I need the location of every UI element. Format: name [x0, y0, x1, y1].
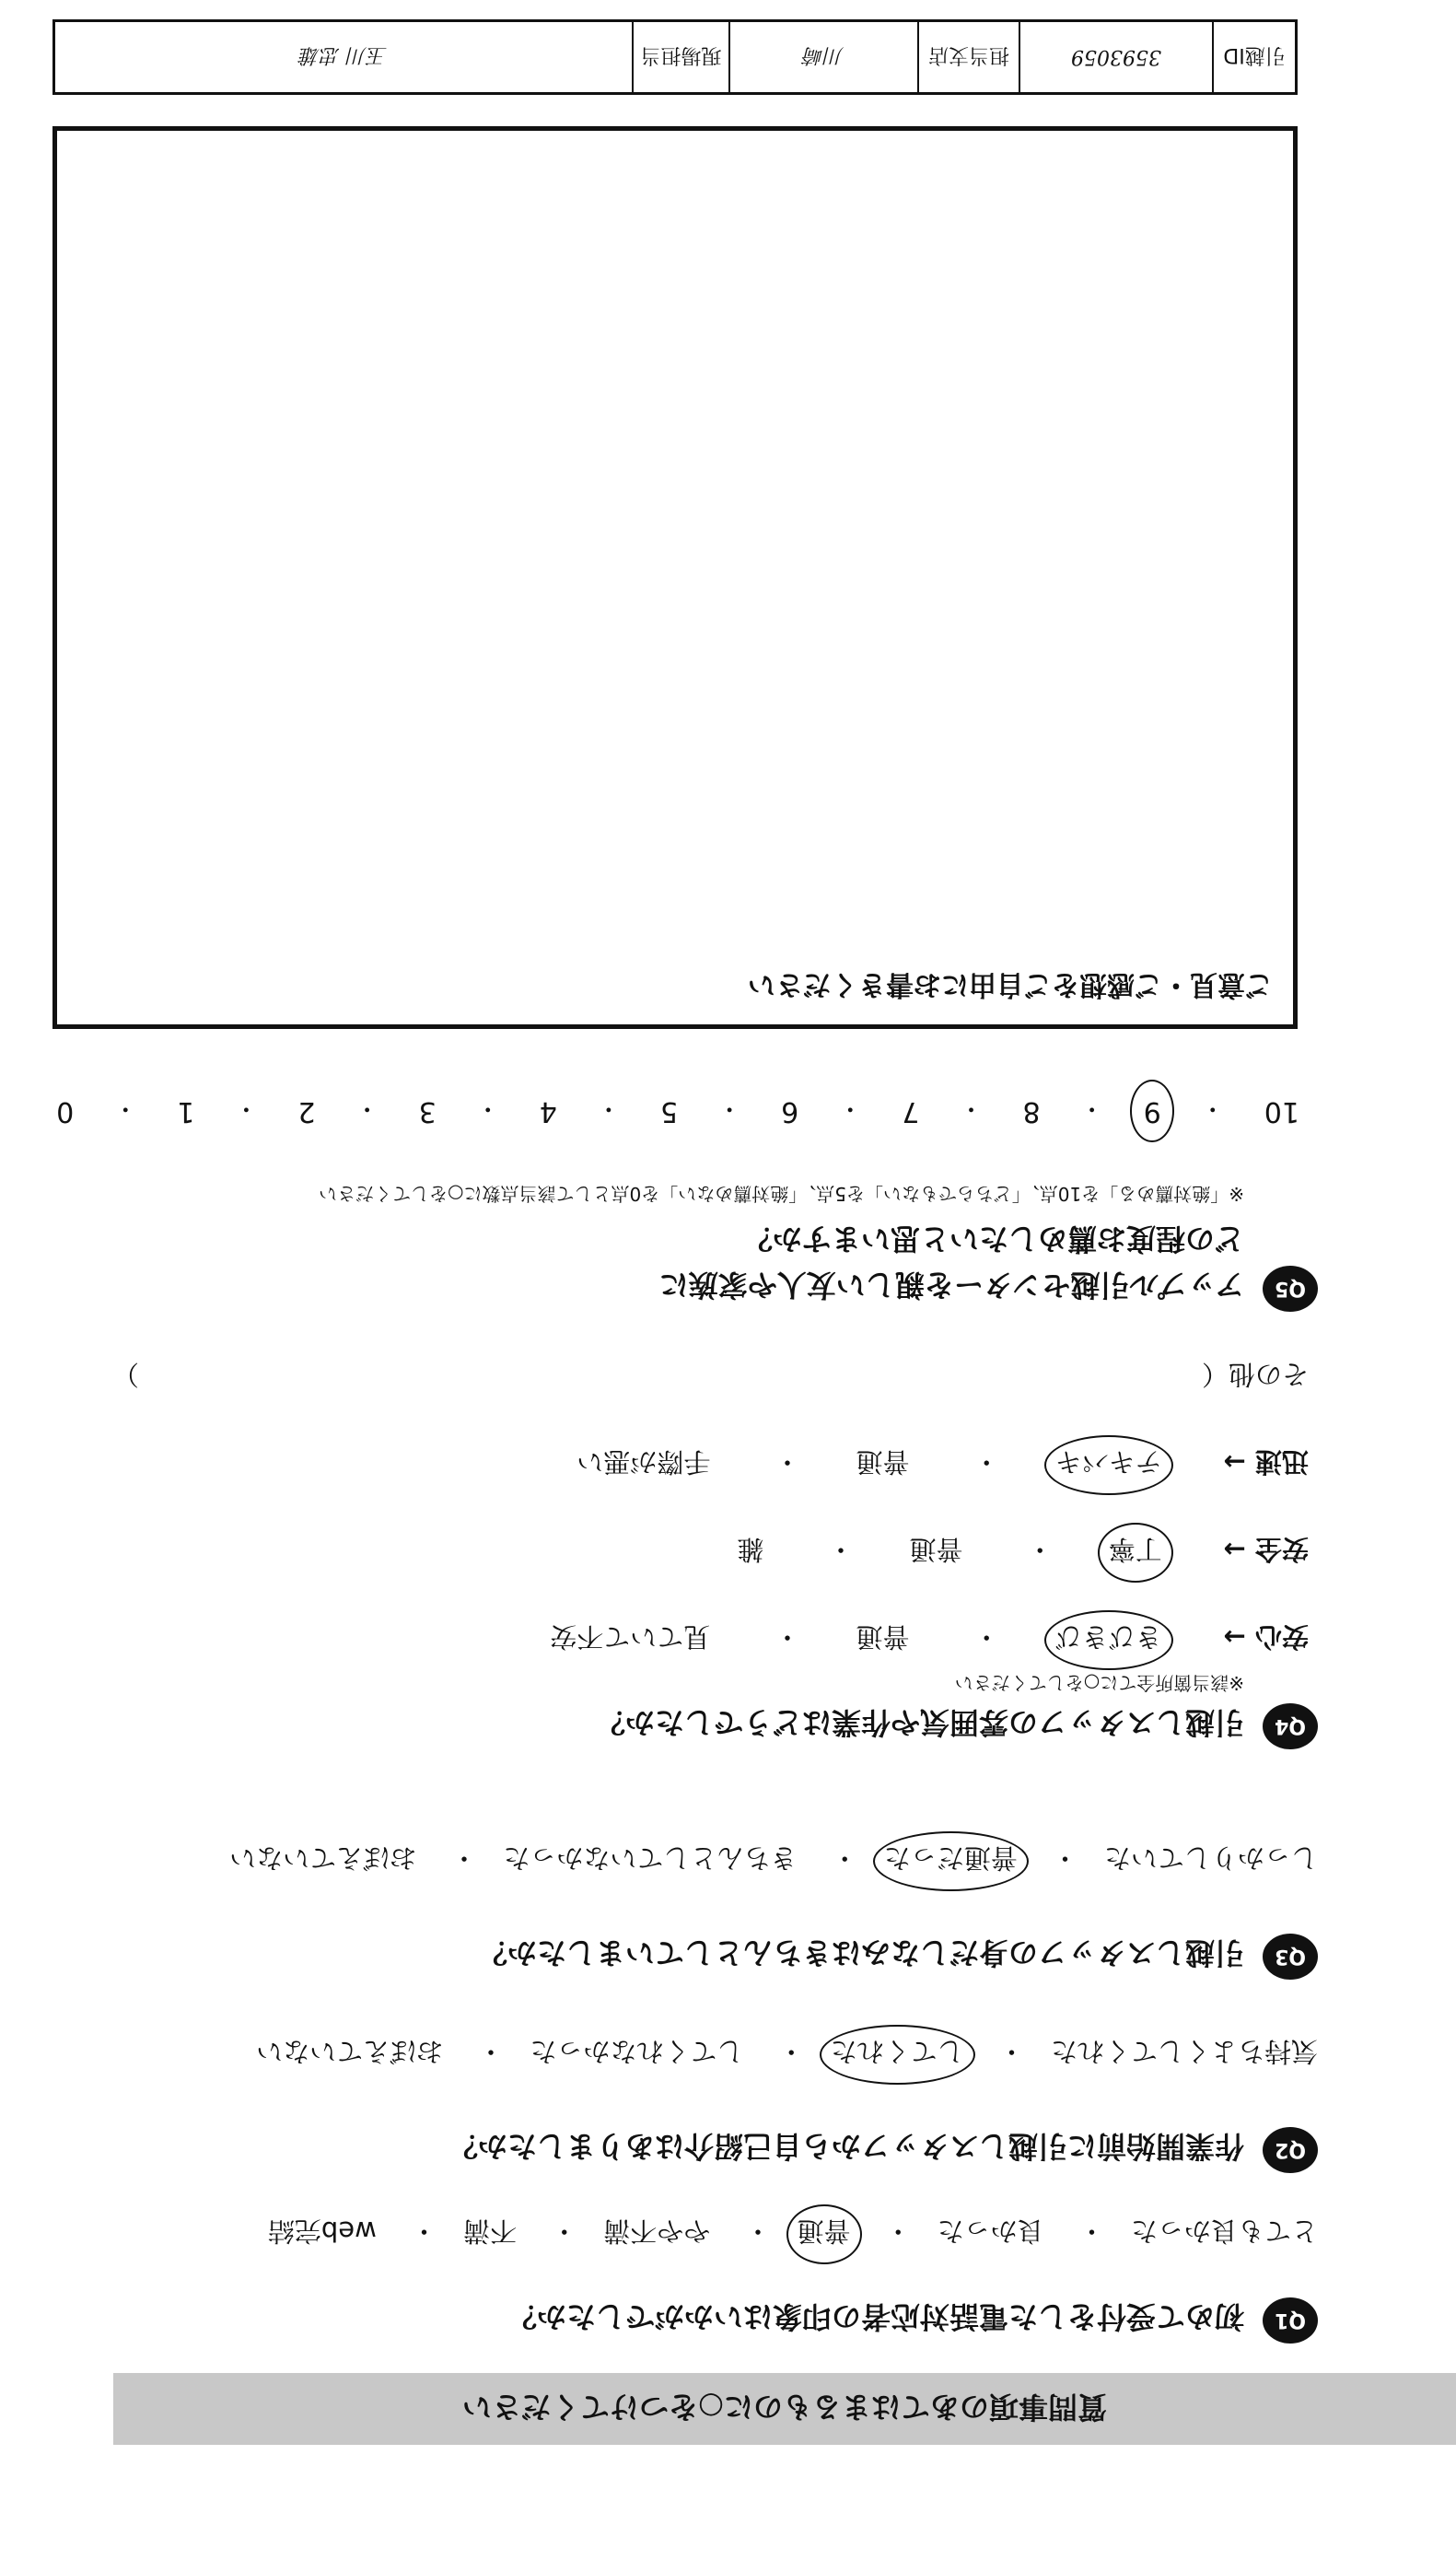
q5-block	[47, 1146, 1318, 1312]
q5-icon: Q5	[1263, 1266, 1318, 1312]
option-futsu[interactable]: 普通だった	[884, 1841, 1018, 1878]
branch-label: 担当支店	[917, 22, 1019, 92]
branch-value: 川崎	[728, 22, 917, 92]
q4-row-anzen: 安全 → 丁寧・ 普通・ 雑	[737, 1532, 1309, 1570]
scale-8[interactable]: 8	[1022, 1095, 1041, 1128]
q5-scale: 10 ・ 9 ・ 8 ・ 7 ・ 6 ・ 5 ・ 4 ・ 3 ・ 2 ・ 1 ・ 0	[56, 1093, 1299, 1128]
q3-title: 引越しスタッフの身だしなみはきちんとしていましたか？	[477, 1935, 1244, 1970]
header-info-box	[52, 19, 1298, 95]
scale-9[interactable]: 9	[1144, 1093, 1161, 1128]
option-tekipaki[interactable]: テキパキ	[1055, 1444, 1162, 1482]
other-close: ）	[111, 1359, 139, 1390]
scale-0[interactable]: 0	[56, 1095, 75, 1128]
option-totemo-yokatta[interactable]: とても良かった	[1130, 2215, 1318, 2247]
other-label: その他（	[1201, 1359, 1309, 1390]
option-yaya-fuman[interactable]: やや不満	[603, 2215, 711, 2247]
q3-icon: Q3	[1263, 1934, 1318, 1980]
q4-row-label: 安心 →	[1223, 1621, 1309, 1653]
q4-block	[47, 1353, 1318, 1749]
scale-10[interactable]: 10	[1264, 1095, 1299, 1128]
q5-note: ※「絶対薦める」を10点、「どちらでもない」を5点、「絶対薦めない」を0点として該当点数に○をしてください	[319, 1183, 1244, 1205]
option-futsu[interactable]: 普通	[856, 1446, 910, 1478]
q4-row-other	[111, 1357, 1309, 1395]
scale-2[interactable]: 2	[297, 1095, 316, 1128]
q2-options: 気持ちよくしてくれた・ してくれた・ してくれなかった・ おぼえていない	[230, 2034, 1318, 2072]
id-label: 引越ID	[1212, 22, 1295, 92]
q5-title-line2: どの程度お薦めしたいと思いますか？	[742, 1222, 1244, 1257]
scale-4[interactable]: 4	[539, 1095, 557, 1128]
option-fuan[interactable]: 見ていて不安	[550, 1621, 711, 1653]
scale-1[interactable]: 1	[177, 1095, 195, 1128]
option-teinei[interactable]: 丁寧	[1109, 1532, 1162, 1570]
q2-block	[47, 1998, 1318, 2173]
option-kimochiyoku[interactable]: 気持ちよくしてくれた	[1050, 2036, 1318, 2067]
option-oboete-inai[interactable]: おぼえていない	[256, 2036, 444, 2067]
option-futsu[interactable]: 普通	[856, 1621, 910, 1653]
option-tegiwa[interactable]: 手際が悪い	[577, 1446, 711, 1478]
comment-box-title: ご意見・ご感想をご自由にお書きください	[748, 968, 1273, 1000]
scale-6[interactable]: 6	[781, 1095, 799, 1128]
option-oboete-inai[interactable]: おぼえていない	[229, 1842, 417, 1874]
q4-row-label: 迅速 →	[1223, 1446, 1309, 1478]
scale-5[interactable]: 5	[659, 1095, 679, 1128]
q1-icon: Q1	[1263, 2297, 1318, 2344]
option-web[interactable]: web完結	[267, 2215, 377, 2247]
id-value: 3593059	[1019, 22, 1212, 92]
selection-circle	[1130, 1080, 1174, 1142]
option-shitekureta[interactable]: してくれた	[831, 2034, 964, 2072]
q4-title: 引越しスタッフの雰囲気や作業はどうでしたか？	[595, 1705, 1244, 1740]
option-futsu[interactable]: 普通	[798, 2214, 851, 2251]
q4-note: ※該当箇所全てに○をしてください	[954, 1672, 1244, 1694]
q4-row-anshin: 安心 → きびきび・ 普通・ 見ていて不安	[550, 1619, 1309, 1657]
q4-icon: Q4	[1263, 1703, 1318, 1749]
q4-row-label: 安全 →	[1223, 1534, 1309, 1565]
leader-label: 現場担当	[632, 22, 728, 92]
option-yokatta[interactable]: 良かった	[937, 2215, 1044, 2247]
q3-options: しっかりしていた・ 普通だった・ きちんとしていなかった・ おぼえていない	[204, 1841, 1318, 1878]
option-kibikibi[interactable]: きびきび	[1055, 1619, 1162, 1657]
q3-block	[47, 1795, 1318, 1980]
q1-title: 初めて受付をした電話対応者の印象はいかがでしたか？	[507, 2299, 1244, 2334]
q1-block	[47, 2187, 1318, 2344]
q4-row-jinsoku: 迅速 → テキパキ・ 普通・ 手際が悪い	[577, 1444, 1309, 1482]
option-futsu[interactable]: 普通	[909, 1534, 963, 1565]
q1-options: とても良かった・ 良かった・ 普通・ やや不満・ 不満・ web完結	[242, 2214, 1318, 2251]
scale-3[interactable]: 3	[418, 1095, 437, 1128]
option-shikkari[interactable]: しっかりしていた	[1103, 1842, 1318, 1874]
instruction-banner: 質問事項のあてはまるものに○をつけてください	[113, 2373, 1456, 2445]
q2-title: 作業開始前に引越しスタッフから自己紹介はありましたか？	[448, 2129, 1244, 2164]
leader-value: 玉川 忠雄	[299, 43, 388, 67]
scale-7[interactable]: 7	[902, 1095, 920, 1128]
option-shitekurenakatta[interactable]: してくれなかった	[530, 2036, 744, 2067]
option-kichinto-nashi[interactable]: きちんとしていなかった	[503, 1842, 798, 1874]
option-fuman[interactable]: 不満	[463, 2215, 518, 2247]
option-zatsu[interactable]: 雑	[737, 1534, 764, 1565]
q2-icon: Q2	[1263, 2127, 1318, 2173]
comment-box[interactable]	[52, 126, 1298, 1029]
q5-title-line1: アップル引越センターを親しい友人や家族に	[658, 1268, 1244, 1303]
